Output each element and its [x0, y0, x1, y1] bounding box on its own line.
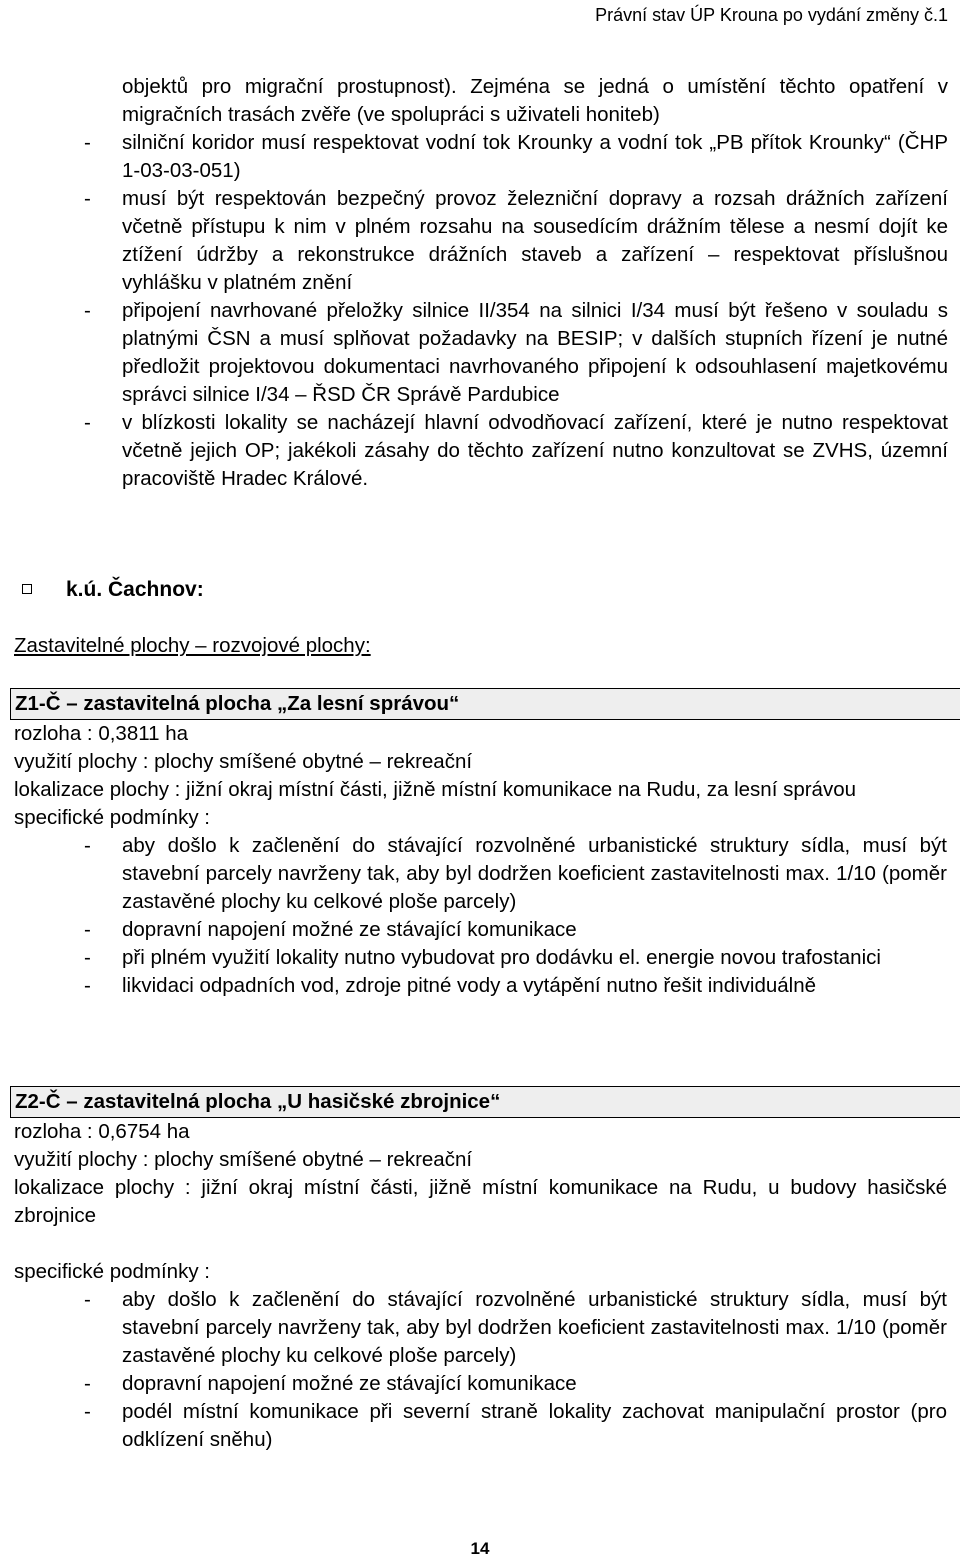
- list-item: - musí být respektován bezpečný provoz železniční dopravy a rozsah drážních zařízení včetně přístupu k nim v plném rozsahu na sousedícím drážním tělese a nesmí dojít ke ztížení údržby a rekonstrukce drážních staveb a zařízení – respektovat příslušnou vyhlášku v platném znění: [84, 187, 948, 294]
- zone-location: lokalizace plochy : jižní okraj místní části, jižně místní komunikace na Rudu, u budovy hasičské zbrojnice: [14, 1176, 947, 1227]
- condition-item: - aby došlo k začlenění do stávající rozvolněné urbanistické struktury sídla, musí být stavební parcely navrženy tak, aby byl dodržen koeficient zastavitelnosti max. 1/10 (poměr zastavěné plochy ku celkové ploše parcely): [84, 834, 947, 913]
- page-number: 14: [470, 1539, 490, 1558]
- list-dash: -: [84, 1400, 91, 1423]
- list-item: - v blízkosti lokality se nacházejí hlavní odvodňovací zařízení, které je nutno respektovat včetně jejich OP; jakékoli zásahy do těchto zařízení nutno konzultovat se ZVHS, územní pracoviště Hradec Králové.: [84, 411, 948, 490]
- zone-location: lokalizace plochy : jižní okraj místní části, jižně místní komunikace na Rudu, za lesní správou: [14, 778, 857, 801]
- document-header: Právní stav ÚP Krouna po vydání změny č.1: [595, 5, 948, 25]
- zone-use: využití plochy : plochy smíšené obytné – rekreační: [14, 1148, 473, 1171]
- condition-item: - dopravní napojení možné ze stávající komunikace: [84, 916, 947, 944]
- condition-item: - podél místní komunikace při severní straně lokality zachovat manipulační prostor (pro odklízení sněhu): [84, 1400, 947, 1451]
- zone-title: Z2-Č – zastavitelná plocha „U hasičské zbrojnice“: [10, 1086, 960, 1118]
- zone-area: rozloha : 0,6754 ha: [14, 1120, 190, 1143]
- list-dash: -: [84, 299, 91, 322]
- list-dash: -: [84, 1288, 91, 1311]
- condition-item: - likvidaci odpadních vod, zdroje pitné vody a vytápění nutno řešit individuálně: [84, 972, 947, 1000]
- section-title: k.ú. Čachnov:: [22, 575, 922, 605]
- list-dash: -: [84, 918, 91, 941]
- zone-conditions-label: specifické podmínky :: [14, 806, 210, 829]
- condition-item: - dopravní napojení možné ze stávající komunikace: [84, 1370, 947, 1398]
- list-dash: -: [84, 946, 91, 969]
- zone-z1: [14, 688, 947, 1000]
- condition-item: - při plném využití lokality nutno vybudovat pro dodávku el. energie novou trafostanici: [84, 944, 947, 972]
- zone-title: Z1-Č – zastavitelná plocha „Za lesní správou“: [10, 688, 960, 720]
- list-dash: -: [84, 187, 91, 210]
- list-item: - silniční koridor musí respektovat vodní tok Krounky a vodní tok „PB přítok Krounky“ (ČHP 1-03-03-051): [84, 131, 948, 182]
- checkbox-bullet-icon: [22, 584, 32, 594]
- zone-conditions-label: specifické podmínky :: [14, 1260, 210, 1283]
- list-dash: -: [84, 1372, 91, 1395]
- condition-item: - aby došlo k začlenění do stávající rozvolněné urbanistické struktury sídla, musí být stavební parcely navrženy tak, aby byl dodržen koeficient zastavitelnosti max. 1/10 (poměr zastavěné plochy ku celkové ploše parcely): [84, 1288, 947, 1367]
- zone-z2: [14, 1086, 947, 1454]
- list-dash: -: [84, 131, 91, 154]
- zone-area: rozloha : 0,3811 ha: [14, 722, 188, 745]
- zone-use: využití plochy : plochy smíšené obytné – rekreační: [14, 750, 473, 773]
- section-subheading: Zastavitelné plochy – rozvojové plochy:: [14, 634, 371, 657]
- list-item: - připojení navrhované přeložky silnice II/354 na silnici I/34 musí být řešeno v souladu s platnými ČSN a musí splňovat požadavky na BESIP; v dalších stupních řízení je nutné předložit projektovou dokumentaci navrhovaného připojení k odsouhlasení majetkovému správci silnice I/34 – ŘSD ČR Správě Pardubice: [84, 299, 948, 406]
- list-dash: -: [84, 834, 91, 857]
- intro-continuation: objektů pro migrační prostupnost). Zejména se jedná o umístění těchto opatření v migračních trasách zvěře (ve spolupráci s uživateli honiteb): [122, 75, 948, 126]
- intro-block: [84, 73, 948, 493]
- list-dash: -: [84, 974, 91, 997]
- list-dash: -: [84, 411, 91, 434]
